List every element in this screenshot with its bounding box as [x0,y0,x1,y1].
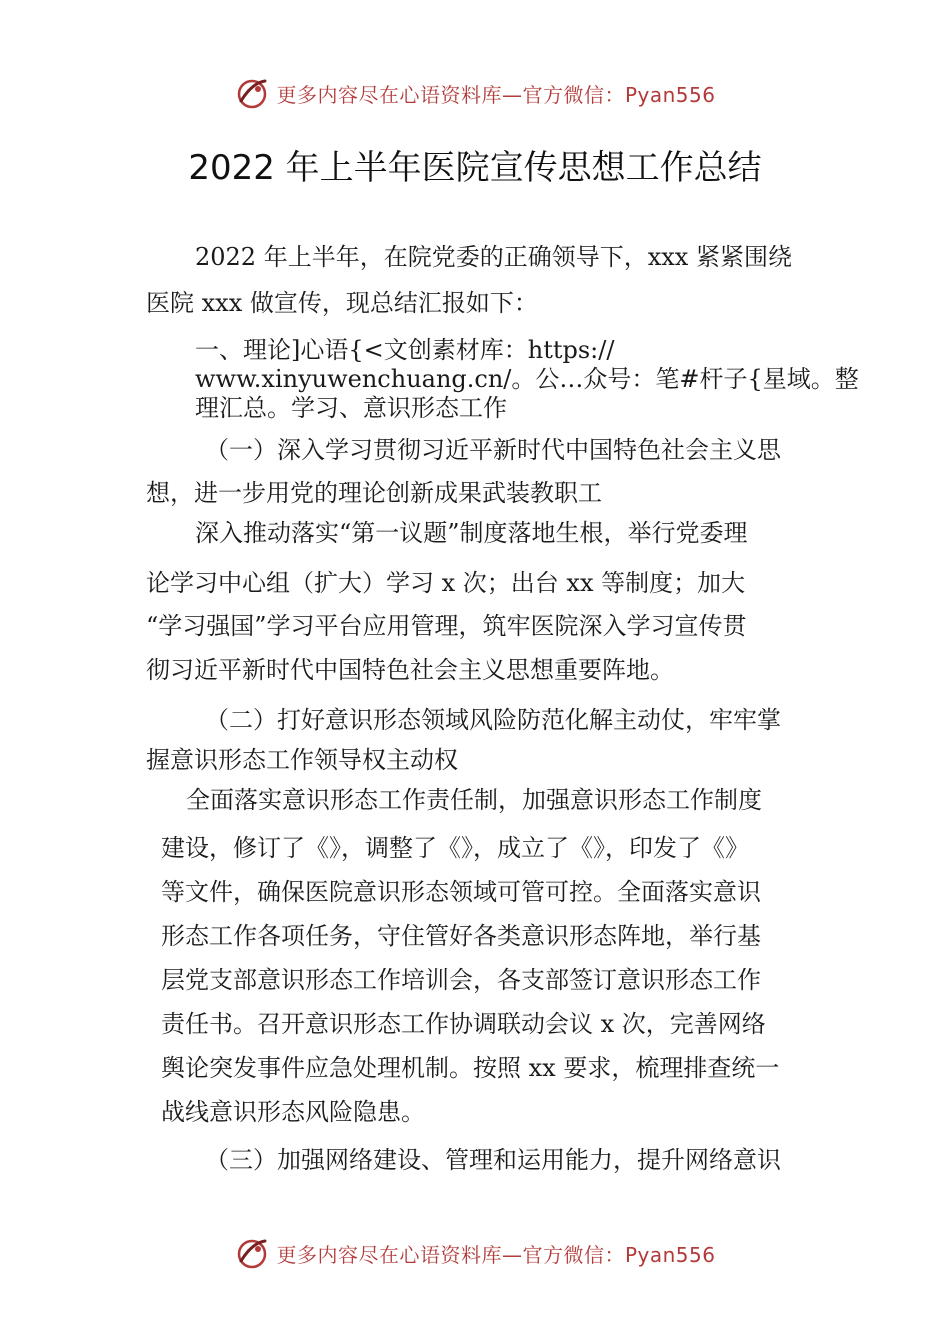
paragraph-line: 舆论突发事件应急处理机制。按照 xx 要求，梳理排查统一 [161,1054,780,1082]
banner-text: 更多内容尽在心语资料库—官方微信：Pyan556 [276,1242,716,1267]
header-watermark-banner [0,73,950,113]
paragraph-line: 战线意识形态风险隐患。 [161,1098,425,1126]
paragraph-line: 全面落实意识形态工作责任制，加强意识形态工作制度 [186,786,762,814]
section-heading: 想，进一步用党的理论创新成果武装教职工 [146,479,602,507]
section-heading: （一）深入学习贯彻习近平新时代中国特色社会主义思 [205,436,781,464]
paragraph-line: 彻习近平新时代中国特色社会主义思想重要阵地。 [146,656,674,684]
footer-watermark-banner [0,1233,950,1273]
paragraph-line: 责任书。召开意识形态工作协调联动会议 x 次，完善网络 [161,1010,766,1038]
paragraph-line: 深入推动落实“第一议题”制度落地生根，举行党委理 [195,519,748,547]
paragraph-line: 理汇总。学习、意识形态工作 [195,394,507,422]
paragraph-line: 医院 xxx 做宣传，现总结汇报如下： [146,289,538,317]
paragraph-line: 层党支部意识形态工作培训会，各支部签订意识形态工作 [161,966,761,994]
section-heading: （二）打好意识形态领域风险防范化解主动仗，牢牢掌 [205,706,781,734]
paragraph-line: “学习强国”学习平台应用管理，筑牢医院深入学习宣传贯 [146,612,747,640]
section-heading: 握意识形态工作领导权主动权 [146,746,458,774]
document-title: 2022 年上半年医院宣传思想工作总结 [188,148,762,188]
paragraph-line: 形态工作各项任务，守住管好各类意识形态阵地，举行基 [161,922,761,950]
logo-icon [234,1235,270,1271]
paragraph-line: www.xinyuwenchuang.cn/。公…众号：笔#杆子{星域。整 [195,365,859,393]
paragraph-line: 建设，修订了《》，调整了《》，成立了《》，印发了《》 [161,834,749,862]
paragraph-line: 论学习中心组（扩大）学习 x 次；出台 xx 等制度；加大 [146,569,746,597]
paragraph-line: 等文件，确保医院意识形态领域可管可控。全面落实意识 [161,878,761,906]
paragraph-line: 一、理论]心语{<文创素材库：https:// [195,336,615,364]
banner-text: 更多内容尽在心语资料库—官方微信：Pyan556 [276,82,716,107]
paragraph-line: 2022 年上半年，在院党委的正确领导下，xxx 紧紧围绕 [195,243,792,271]
logo-icon [234,75,270,111]
section-heading: （三）加强网络建设、管理和运用能力，提升网络意识 [205,1146,781,1174]
